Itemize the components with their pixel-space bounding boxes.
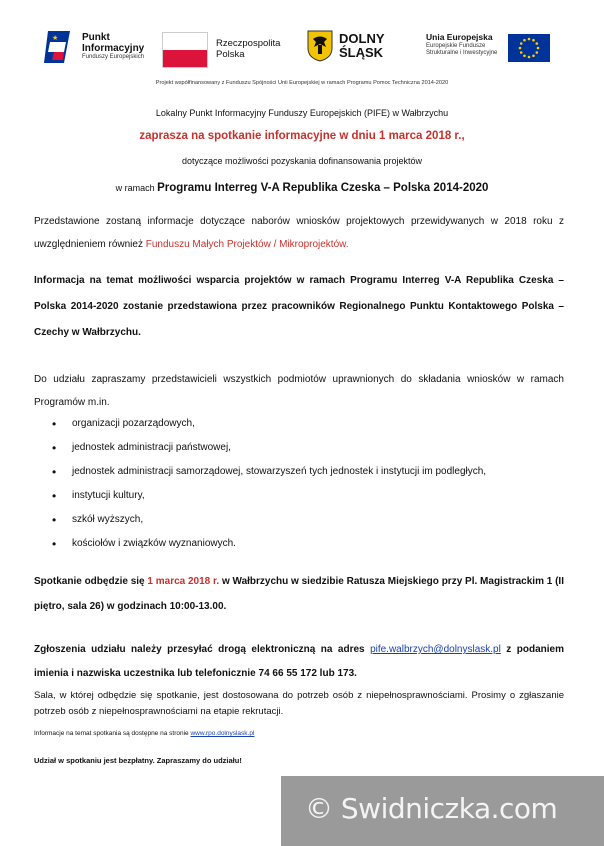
registration-info (34, 638, 564, 686)
meeting-details (34, 569, 564, 619)
paragraph-nabory (34, 210, 564, 256)
watermark (281, 776, 604, 846)
ue-logo-sub1: Europejskie Fundusze (426, 43, 486, 49)
fmp-highlight: Funduszu Małych Projektów / Mikroprojektów. (145, 239, 349, 250)
topic-line: dotyczące możliwości pozyskania dofinansowania projektów (181, 156, 423, 166)
paragraph-rpk: Informacja na temat możliwości wsparcia projektów w ramach Programu Interreg V-A Republika Czeska – Polska 2014-2020 zostanie przedstawiona przez pracowników Regionalnego Punktu Kontaktowego Polska – Czechy w Wałbrzychu. (34, 275, 564, 338)
cofinancing-notice: Projekt współfinansowany z Funduszu Spójności Unii Europejskiej w ramach Programu Pomoc Techniczna 2014-2020 (155, 80, 449, 86)
free-participation: Udział w spotkaniu jest bezpłatny. Zapraszamy do udziału! (34, 756, 242, 765)
accessibility-note: Sala, w której odbędzie się spotkanie, jest dostosowana do potrzeb osób z niepełnosprawnościami. Prosimy o zgłaszanie potrzeb osób z niepełnosprawnościami na etapie rekrutacji. (34, 690, 564, 717)
svg-text:★: ★ (52, 34, 59, 42)
pife-flag-icon (44, 28, 74, 66)
program-line (20, 178, 584, 196)
ds-logo-line2: ŚLĄSK (339, 45, 384, 60)
ue-logo (426, 30, 554, 70)
organizer-line: Lokalny Punkt Informacyjny Funduszy Europejskich (PIFE) w Wałbrzychu (155, 108, 449, 118)
eu-flag-icon (508, 34, 550, 62)
email-link[interactable]: pife.walbrzych@dolnyslask.pl (370, 644, 501, 655)
invite-headline: zaprasza na spotkanie informacyjne w dniu 1 marca 2018 r., (139, 130, 465, 142)
list-item: • kościołów i związków wyznaniowych. (34, 532, 574, 556)
ds-logo-line1: DOLNY (339, 31, 385, 46)
rpo-link[interactable]: www.rpo.dolnyslask.pl (190, 730, 255, 737)
pife-logo (44, 28, 154, 68)
pife-logo-line1: Punkt (82, 32, 110, 43)
list-item: • instytucji kultury, (34, 484, 574, 508)
paragraph-nabory-text: Przedstawione zostaną informacje dotyczące naborów wniosków projektowych przewidywanych w 2018 roku z uwzględnieniem również (34, 216, 564, 250)
program-name: Programu Interreg V-A Republika Czeska – Polska 2014-2020 (157, 182, 489, 194)
invitee-list (34, 412, 574, 556)
rp-logo (162, 32, 292, 68)
registration-part2: z podaniem imienia i nazwiska uczestnika lub telefonicznie 74 66 55 172 lub 173. (34, 644, 564, 679)
watermark-text: © Swidniczka.com (305, 792, 558, 825)
meeting-part2: w Wałbrzychu w siedzibie Ratusza Miejskiego przy Pl. Magistrackim 1 (II piętro, sala 26) w godzinach 10:00-13.00. (34, 576, 564, 612)
ue-logo-line1: Unia Europejska (426, 32, 493, 42)
paragraph-invitees: Do udziału zapraszamy przedstawicieli wszystkich podmiotów uprawnionych do składania wniosków w ramach Programów m.in. (34, 374, 564, 408)
ds-logo (307, 30, 407, 70)
ue-logo-sub2: Strukturalne i Inwestycyjne (426, 50, 498, 56)
pife-logo-line2: Informacyjny (82, 43, 145, 54)
rp-logo-line2: Polska (216, 49, 245, 60)
info-line (34, 730, 564, 737)
program-prefix: w ramach (115, 183, 158, 193)
meeting-date: 1 marca 2018 r. (147, 576, 220, 587)
info-text: Informacje na temat spotkania są dostępne na stronie (34, 730, 191, 737)
list-item: • jednostek administracji samorządowej, stowarzyszeń tych jednostek i instytucji im podległych, (34, 460, 574, 484)
polish-flag-icon (162, 32, 208, 68)
meeting-part1: Spotkanie odbędzie się (34, 576, 148, 587)
eagle-crest-icon (307, 30, 333, 62)
list-item: • organizacji pozarządowych, (34, 412, 574, 436)
registration-part1: Zgłoszenia udziału należy przesyłać drogą elektroniczną na adres (34, 644, 371, 655)
pife-logo-sub: Funduszy Europejskich (82, 54, 145, 60)
list-item: • jednostek administracji państwowej, (34, 436, 574, 460)
rp-logo-line1: Rzeczpospolita (216, 38, 281, 49)
list-item: • szkół wyższych, (34, 508, 574, 532)
